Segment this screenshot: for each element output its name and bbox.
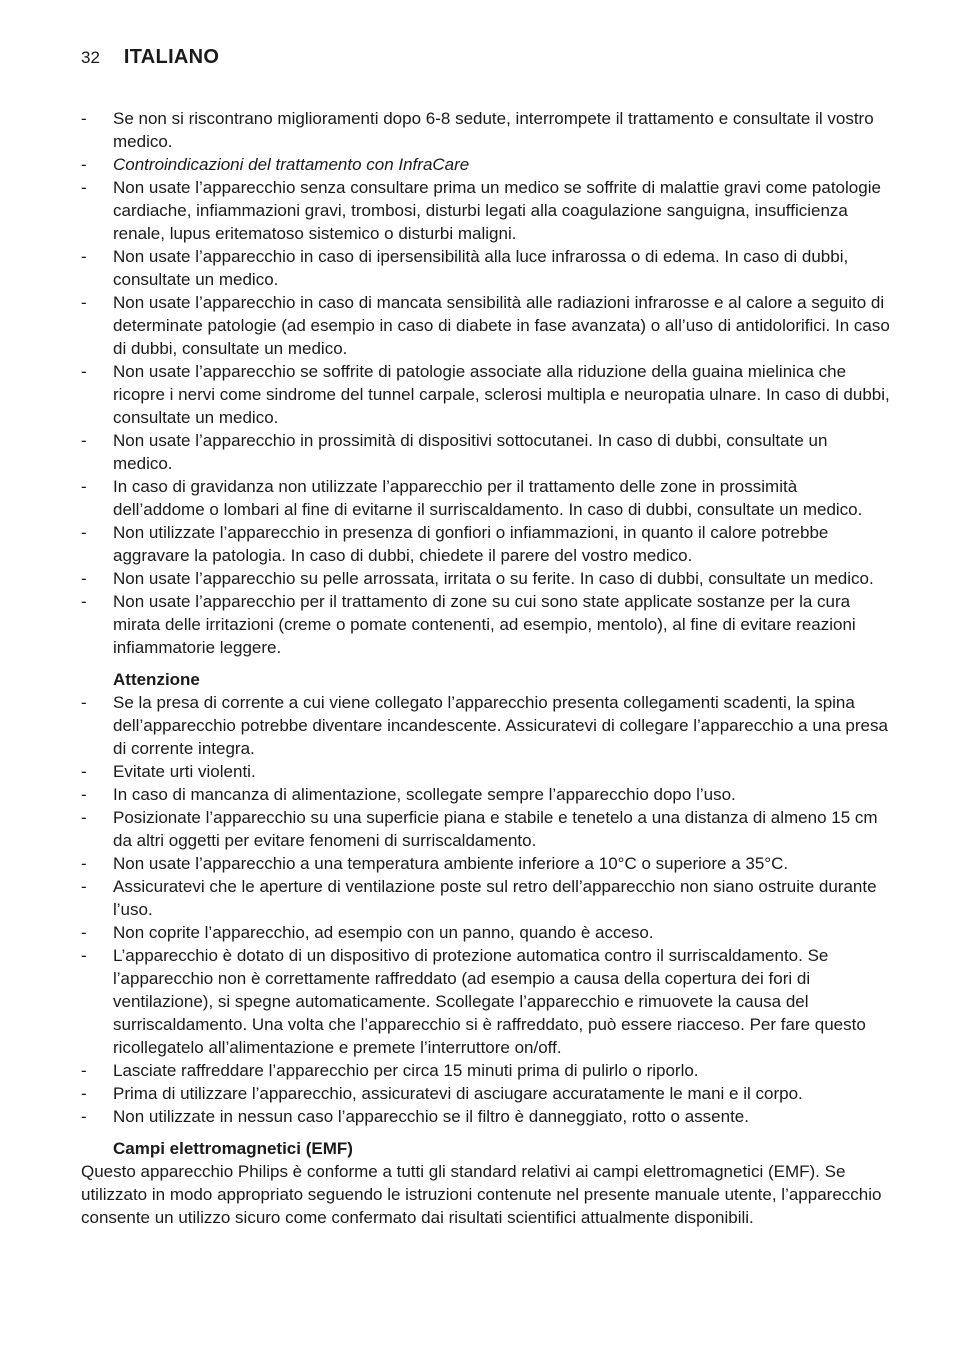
list-item [81,921,891,944]
page-content [81,107,891,1229]
bullet-dash: - [81,431,87,450]
list-item-text: Non coprite l’apparecchio, ad esempio con un panno, quando è acceso. [113,923,654,942]
list-item-text: Posizionate l’apparecchio su una superficie piana e stabile e tenetelo a una distanza di almeno 15 cm da altri oggetti per evitare fenomeni di surriscaldamento. [113,808,878,850]
list-item-text: Non usate l’apparecchio in prossimità di dispositivi sottocutanei. In caso di dubbi, consultate un medico. [113,431,828,473]
list-item [81,875,891,921]
list-item [81,691,891,760]
list-item [81,245,891,291]
list-item-text: Non usate l’apparecchio in caso di mancata sensibilità alle radiazioni infrarosse e al calore a seguito di determinate patologie (ad esempio in caso di diabete in fase avanzata) o all’uso di antidolorifici. In caso di dubbi, consultate un medico. [113,293,890,358]
list-item [81,852,891,875]
bullet-dash: - [81,946,87,965]
list-item-text: Non usate l’apparecchio senza consultare prima un medico se soffrite di malattie gravi come patologie cardiache, infiammazioni gravi, trombosi, disturbi legati alla coagulazione sanguigna, insufficienza renale, lupus eritematoso sistemico o disturbi maligni. [113,178,881,243]
list-item [81,1082,891,1105]
list-item [81,107,891,153]
list-item-text: Prima di utilizzare l’apparecchio, assicuratevi di asciugare accuratamente le mani e il corpo. [113,1084,803,1103]
list-item [81,1105,891,1128]
bullet-dash: - [81,523,87,542]
language-title: ITALIANO [123,46,220,68]
list-item-text: Non utilizzate in nessun caso l’apparecchio se il filtro è danneggiato, rotto o assente. [113,1107,749,1126]
list-item [81,153,891,176]
list-item-text: In caso di gravidanza non utilizzate l’apparecchio per il trattamento delle zone in prossimità dell’addome o lombari al fine di evitarne il surriscaldamento. In caso di dubbi, consultate un medico. [113,477,863,519]
list-item-text: Lasciate raffreddare l’apparecchio per circa 15 minuti prima di pulirlo o riporlo. [113,1061,699,1080]
list-item-text: Non usate l’apparecchio su pelle arrossata, irritata o su ferite. In caso di dubbi, consultate un medico. [113,569,874,588]
bullet-dash: - [81,762,87,781]
bullet-dash: - [81,178,87,197]
emf-paragraph: Questo apparecchio Philips è conforme a tutti gli standard relativi ai campi elettromagnetici (EMF). Se utilizzato in modo appropriato seguendo le istruzioni contenute nel presente manuale utente, l’apparecchio consente un utilizzo sicuro come confermato dai risultati scientifici attualmente disponibili. [81,1162,882,1227]
bullet-dash: - [81,785,87,804]
list-item [81,760,891,783]
list-item-text: L’apparecchio è dotato di un dispositivo di protezione automatica contro il surriscaldamento. Se l’apparecchio non è correttamente raffreddato (ad esempio a causa della copertura dei fori di ventilazione), si spegne automaticamente. Scollegate l’apparecchio e rimuovete la causa del surriscaldamento. Una volta che l’apparecchio si è raffreddato, può essere riacceso. Per fare questo ricollegatelo all’alimentazione e premete l’interruttore on/off. [113,946,866,1057]
bullet-dash: - [81,1107,87,1126]
bullet-dash: - [81,854,87,873]
list-item [81,475,891,521]
list-item-text: Non utilizzate l’apparecchio in presenza di gonfiori o infiammazioni, in quanto il calore potrebbe aggravare la patologia. In caso di dubbi, chiedete il parere del vostro medico. [113,523,829,565]
list-item [81,783,891,806]
bullet-dash: - [81,592,87,611]
bullet-dash: - [81,247,87,266]
bullet-dash: - [81,362,87,381]
list-item-text: In caso di mancanza di alimentazione, scollegate sempre l’apparecchio dopo l’uso. [113,785,736,804]
attention-list [81,691,891,1128]
list-item-text: Controindicazioni del trattamento con InfraCare [113,155,470,174]
list-item [81,944,891,1059]
bullet-dash: - [81,1084,87,1103]
list-item [81,291,891,360]
bullet-dash: - [81,1061,87,1080]
list-item-text: Non usate l’apparecchio per il trattamento di zone su cui sono state applicate sostanze per la cura mirata delle irritazioni (creme o pomate contenenti, ad esempio, mentolo), al fine di evitare reazioni infiammatorie leggere. [113,592,856,657]
contraindications-list [81,107,891,659]
page-number: 32 [81,48,100,67]
bullet-dash: - [81,293,87,312]
list-item [81,360,891,429]
emf-heading: Campi elettromagnetici (EMF) [113,1139,353,1158]
list-item-text: Evitate urti violenti. [113,762,256,781]
bullet-dash: - [81,693,87,712]
list-item-text: Se non si riscontrano miglioramenti dopo 6-8 sedute, interrompete il trattamento e consultate il vostro medico. [113,109,874,151]
list-item [81,1059,891,1082]
bullet-dash: - [81,808,87,827]
bullet-dash: - [81,477,87,496]
list-item [81,567,891,590]
list-item-text: Non usate l’apparecchio a una temperatura ambiente inferiore a 10°C o superiore a 35°C. [113,854,789,873]
bullet-dash: - [81,569,87,588]
bullet-dash: - [81,923,87,942]
bullet-dash: - [81,155,87,174]
bullet-dash: - [81,877,87,896]
attention-heading: Attenzione [113,670,200,689]
list-item [81,590,891,659]
page-header [81,46,219,69]
list-item [81,806,891,852]
list-item-text: Assicuratevi che le aperture di ventilazione poste sul retro dell’apparecchio non siano ostruite durante l’uso. [113,877,877,919]
list-item [81,429,891,475]
list-item-text: Non usate l’apparecchio se soffrite di patologie associate alla riduzione della guaina mielinica che ricopre i nervi come sindrome del tunnel carpale, sclerosi multipla e neuropatia ulnare. In caso di dubbi, consultate un medico. [113,362,890,427]
list-item-text: Se la presa di corrente a cui viene collegato l’apparecchio presenta collegamenti scadenti, la spina dell’apparecchio potrebbe diventare incandescente. Assicuratevi di collegare l’apparecchio a una presa di corrente integra. [113,693,888,758]
list-item [81,176,891,245]
list-item-text: Non usate l’apparecchio in caso di ipersensibilità alla luce infrarossa o di edema. In caso di dubbi, consultate un medico. [113,247,849,289]
list-item [81,521,891,567]
bullet-dash: - [81,109,87,128]
